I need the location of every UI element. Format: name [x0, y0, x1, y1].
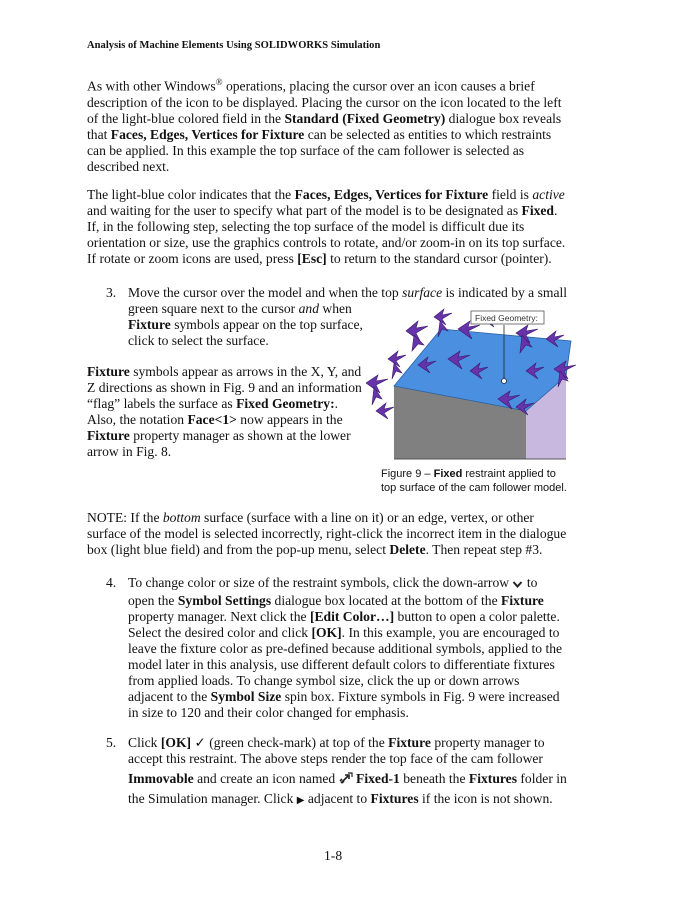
text-bold: Fixture — [87, 428, 130, 443]
fixed-restraint-icon — [339, 772, 353, 789]
text: to — [523, 575, 538, 590]
text: . In this example, you are encouraged to — [341, 625, 560, 640]
text: As with other Windows — [87, 78, 216, 94]
step-number-5: 5. — [106, 735, 117, 750]
step-number-4: 4. — [106, 575, 117, 590]
paragraph-note — [87, 510, 593, 558]
text-bold: Fixture — [128, 317, 171, 332]
text: property manager to — [430, 735, 545, 750]
text-italic: bottom — [162, 510, 201, 525]
text: can be applied. In this example the top surface of the cam follower is selected as — [87, 142, 525, 158]
step-number-3: 3. — [106, 285, 117, 300]
text: click to select the surface. — [128, 333, 269, 348]
text-bold: Fixed — [521, 203, 554, 218]
text: and create an icon named — [193, 771, 339, 786]
text: Select the desired color and click — [128, 625, 312, 640]
text: described next. — [87, 158, 170, 174]
text: dialogue box reveals — [445, 110, 562, 126]
text-bold: Fixture — [87, 364, 130, 379]
text: can be selected as entities to which restraints — [304, 126, 552, 142]
text: field is — [488, 187, 533, 202]
text-bold: Fixture — [388, 735, 431, 750]
text: spin box. Fixture symbols in Fig. 9 were increased — [281, 689, 560, 704]
text-italic: surface — [402, 285, 443, 300]
text: is indicated by a small — [442, 285, 568, 300]
text-bold: [OK] — [311, 625, 342, 640]
text-bold: Symbol Size — [210, 689, 282, 704]
text: To change color or size of the restraint symbols, click the down-arrow — [128, 575, 513, 590]
text: If rotate or zoom icons are used, press — [87, 251, 298, 266]
text: Also, the notation — [87, 412, 188, 427]
text-bold: Faces, Edges, Vertices for Fixture — [294, 187, 489, 202]
text-bold: Fixed-1 — [356, 771, 400, 786]
text: from applied loads. To change symbol size, click the up or down arrows — [128, 673, 520, 688]
text: surface of the model is selected incorrectly, right-click the incorrect item in the dialogue — [87, 526, 567, 541]
text-bold: [OK] — [160, 735, 192, 750]
text-bold: Symbol Settings — [177, 593, 272, 608]
text: and waiting for the user to specify what part of the model is to be designated as — [87, 203, 522, 218]
paragraph-fixture-symbols — [87, 364, 367, 460]
text-bold: Standard (Fixed Geometry) — [284, 110, 446, 126]
text: “flag” labels the surface as — [87, 396, 237, 411]
text: in size to 120 and their color changed for emphasis. — [128, 705, 409, 720]
text-bold: Delete — [389, 542, 426, 557]
text: folder in — [517, 771, 567, 786]
text-bold: [Esc] — [297, 251, 327, 266]
text: Figure 9 – — [381, 468, 434, 480]
step-4 — [128, 575, 598, 721]
triangle-right-icon: ▶ — [296, 795, 305, 806]
text-bold: Fixture — [501, 593, 544, 608]
text-bold: Immovable — [128, 771, 194, 786]
text: orientation or size, use the graphics controls to rotate, and/or zoom-in on its top surface. — [87, 235, 566, 250]
text: button to open a color palette. — [394, 609, 560, 624]
text: symbols appear as arrows in the X, Y, and — [129, 364, 362, 379]
text: arrow in Fig. 8. — [87, 444, 172, 459]
text-bold: Fixed — [433, 468, 463, 480]
text: to return to the standard cursor (pointer). — [326, 251, 552, 266]
text: now appears in the — [236, 412, 343, 427]
text: if the icon is not shown. — [418, 791, 553, 806]
text: . — [334, 396, 338, 411]
running-header: Analysis of Machine Elements Using SOLIDWORKS Simulation — [87, 40, 381, 51]
page-number: 1-8 — [324, 848, 343, 863]
text: open the — [128, 593, 178, 608]
figure-9-fixed-restraint — [366, 301, 586, 461]
text: the Simulation manager. Click — [128, 791, 297, 806]
text: Z directions as shown in Fig. 9 and an information — [87, 380, 362, 395]
text: . Then repeat step #3. — [425, 542, 543, 557]
text-bold: [Edit Color…] — [309, 609, 395, 624]
text: green square next to the cursor — [128, 301, 299, 316]
text: adjacent to — [304, 791, 371, 806]
text: box (light blue field) and from the pop-up menu, select — [87, 542, 390, 557]
text-bold: Faces, Edges, Vertices for Fixture — [110, 126, 305, 142]
text: The light-blue color indicates that the — [87, 187, 295, 202]
text-bold: Fixtures — [468, 771, 517, 786]
cam-follower-model-image — [366, 301, 586, 461]
text: dialogue box located at the bottom of the — [271, 593, 502, 608]
text: . — [554, 203, 558, 218]
text-bold: Face<1> — [187, 412, 237, 427]
text-bold: Fixed Geometry: — [236, 396, 335, 411]
text: ✓ (green check-mark) at top of the — [191, 735, 389, 750]
registered-mark: ® — [215, 77, 223, 87]
text: adjacent to the — [128, 689, 211, 704]
text: surface (surface with a line on it) or an edge, vertex, or other — [200, 510, 534, 525]
text: NOTE: If the — [87, 510, 163, 525]
paragraph-intro — [87, 74, 593, 175]
text: property manager as shown at the lower — [129, 428, 351, 443]
text: Move the cursor over the model and when the top — [128, 285, 403, 300]
flag-anchor-point — [502, 379, 507, 384]
text: beneath the — [399, 771, 469, 786]
text: property manager. Next click the — [128, 609, 310, 624]
fixed-geometry-flag-label: Fixed Geometry: — [475, 313, 538, 323]
text-italic: active — [532, 187, 565, 202]
text: description of the icon to be displayed. Placing the cursor on the icon located to the left — [87, 94, 562, 110]
text: that — [87, 126, 111, 142]
text: symbols appear on the top surface, — [170, 317, 363, 332]
text-bold: Fixtures — [370, 791, 419, 806]
text-italic: and — [298, 301, 320, 316]
text: accept this restraint. The above steps render the top face of the cam follower — [128, 751, 543, 766]
step-5 — [128, 735, 598, 809]
chevron-down-icon — [512, 577, 523, 593]
text: of the light-blue colored field in the — [87, 110, 285, 126]
text: leave the fixture color as pre-defined because additional symbols, applied to the — [128, 641, 563, 656]
text: If, in the following step, selecting the top surface of the model is difficult due its — [87, 219, 525, 234]
text: Click — [128, 735, 161, 750]
text: operations, placing the cursor over an icon causes a brief — [222, 78, 535, 94]
figure-9-caption — [381, 467, 581, 495]
text: when — [319, 301, 352, 316]
text: restraint applied to — [462, 468, 556, 480]
paragraph-active-field — [87, 187, 593, 267]
text: top surface of the cam follower model. — [381, 482, 567, 494]
text: model later in this analysis, use different default colors to differentiate fixtures — [128, 657, 555, 672]
